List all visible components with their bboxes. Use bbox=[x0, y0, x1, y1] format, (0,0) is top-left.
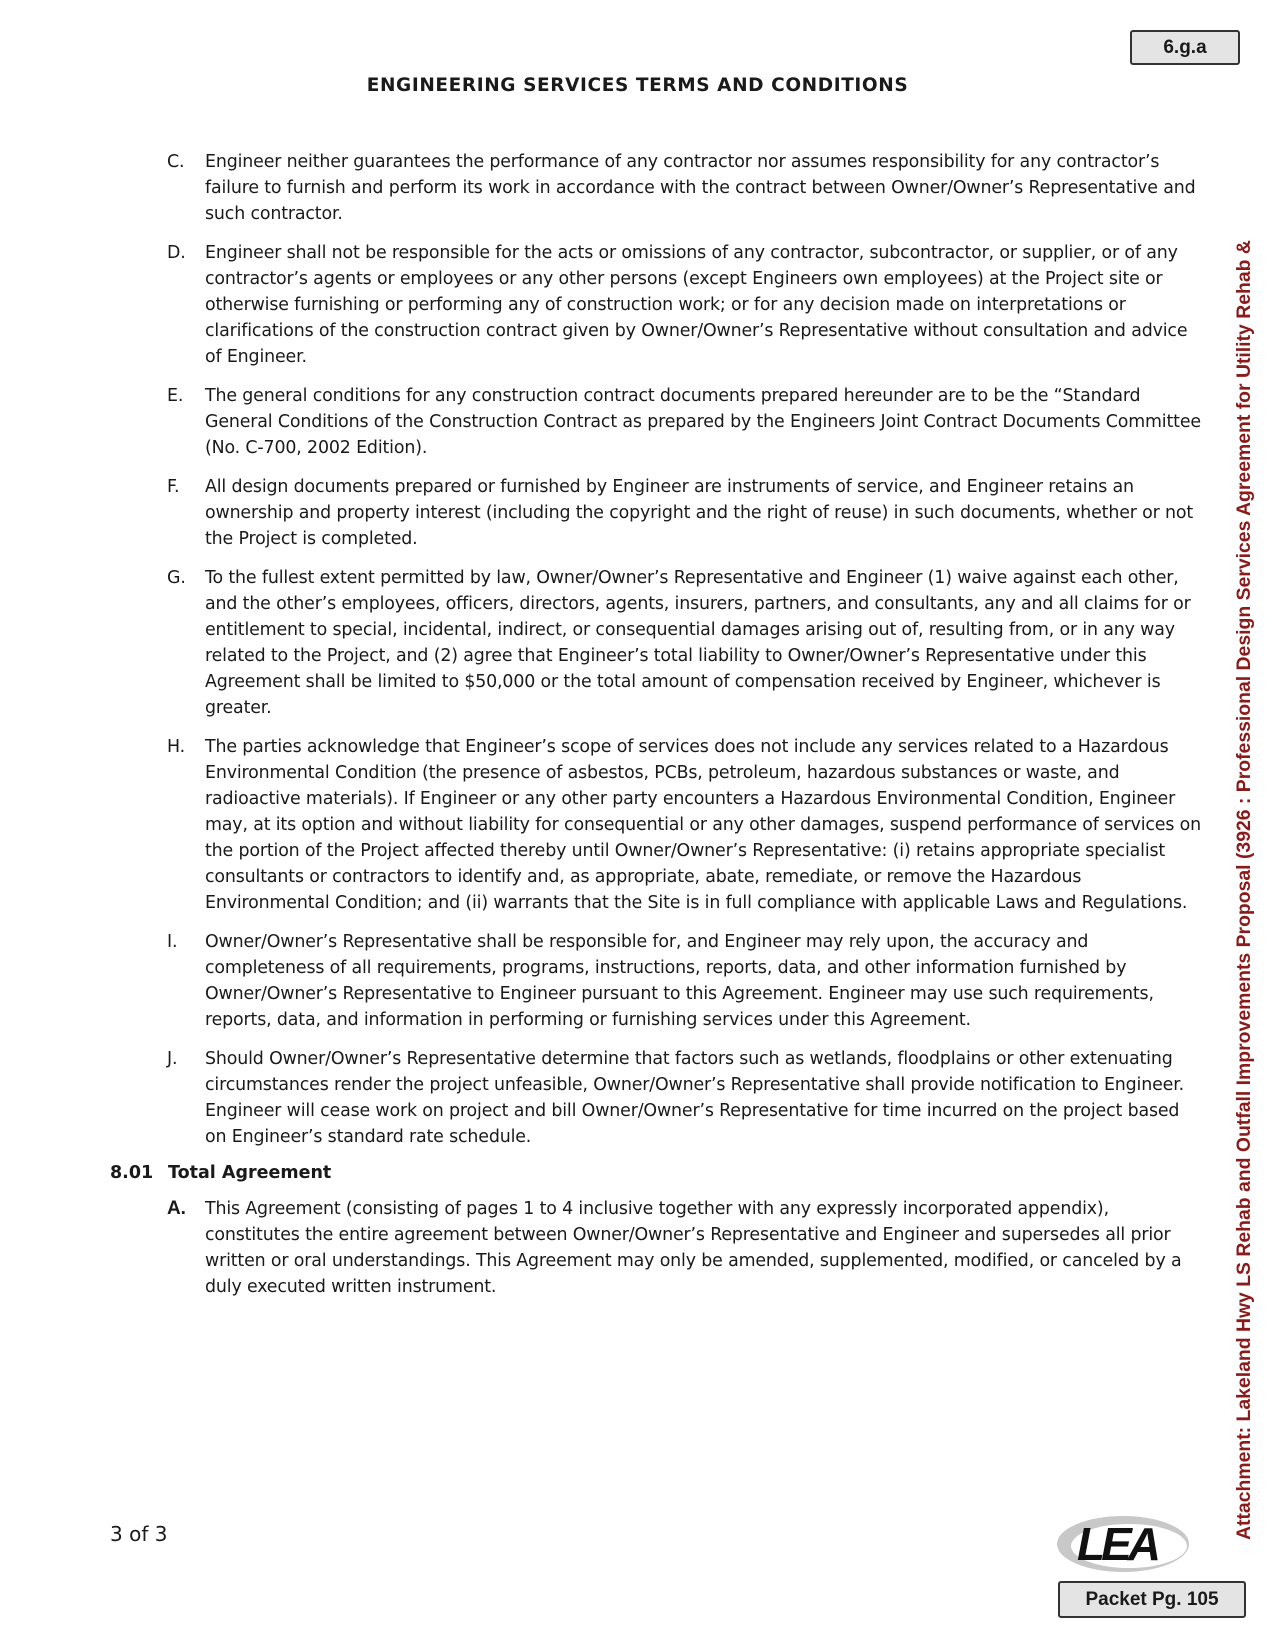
list-item bbox=[110, 149, 1205, 227]
item-text: Should Owner/Owner’s Representative determine that factors such as wetlands, floodplains or other extenuating circumstances render the project unfeasible, Owner/Owner’s Representative shall provide notification to Engineer. Engineer will cease work on project and bill Owner/Owner’s Representative for time incurred on the project based on Engineer’s standard rate schedule. bbox=[205, 1049, 1184, 1147]
attachment-tag: 6.g.a bbox=[1130, 30, 1240, 65]
logo-text: LEA bbox=[1077, 1518, 1157, 1570]
item-letter: G. bbox=[167, 568, 186, 588]
item-text: This Agreement (consisting of pages 1 to 4 inclusive together with any expressly incorporated appendix), constitutes the entire agreement between Owner/Owner’s Representative and Engineer and supersedes all prior written or oral understandings. This Agreement may only be amended, supplemented, modified, or canceled by a duly executed written instrument. bbox=[205, 1199, 1182, 1297]
list-item bbox=[110, 1196, 1205, 1300]
item-text: Engineer neither guarantees the performance of any contractor nor assumes responsibility for any contractor’s failure to furnish and perform its work in accordance with the contract between Owner/Owner’s Representative and such contractor. bbox=[205, 152, 1196, 224]
list-item bbox=[110, 929, 1205, 1033]
section-title: Total Agreement bbox=[168, 1163, 332, 1183]
item-text: All design documents prepared or furnished by Engineer are instruments of service, and Engineer retains an ownership and property interest (including the copyright and the right of reuse) in such documents, whether or not the Project is completed. bbox=[205, 477, 1194, 549]
item-text: Owner/Owner’s Representative shall be responsible for, and Engineer may rely upon, the accuracy and completeness of all requirements, programs, instructions, reports, data, and other information furnished by Owner/Owner’s Representative to Engineer pursuant to this Agreement. Engineer may use such requirements, reports, data, and information in performing or furnishing services under this Agreement. bbox=[205, 932, 1154, 1030]
side-attachment-caption: Attachment: Lakeland Hwy LS Rehab and Outfall Improvements Proposal (3926 : Professional Design Services Agreement for Utility Rehab & bbox=[1233, 240, 1255, 1540]
item-letter: D. bbox=[167, 243, 186, 263]
list-item bbox=[110, 383, 1205, 461]
item-text: To the fullest extent permitted by law, Owner/Owner’s Representative and Engineer (1) waive against each other, and the other’s employees, officers, directors, agents, insurers, partners, and consultants, any and all claims for or entitlement to special, incidental, indirect, or consequential damages arising out of, resulting from, or in any way related to the Project, and (2) agree that Engineer’s total liability to Owner/Owner’s Representative under this Agreement shall be limited to $50,000 or the total amount of compensation received by Engineer, whichever is greater. bbox=[205, 568, 1191, 718]
item-letter: I. bbox=[167, 932, 178, 952]
section-heading bbox=[110, 1160, 1205, 1186]
item-letter: J. bbox=[167, 1049, 178, 1069]
list-item bbox=[110, 734, 1205, 916]
page-number: 3 of 3 bbox=[110, 1522, 168, 1546]
item-letter: F. bbox=[167, 477, 180, 497]
lea-logo bbox=[1055, 1510, 1195, 1588]
item-letter: H. bbox=[167, 737, 185, 757]
item-letter: E. bbox=[167, 386, 184, 406]
list-item bbox=[110, 1046, 1205, 1150]
item-text: Engineer shall not be responsible for the acts or omissions of any contractor, subcontractor, or supplier, or of any contractor’s agents or employees or any other persons (except Engineers own employees) at the Project site or otherwise furnishing or performing any of construction work; or for any decision made on interpretations or clarifications of the construction contract given by Owner/Owner’s Representative without consultation and advice of Engineer. bbox=[205, 243, 1188, 367]
list-item bbox=[110, 565, 1205, 721]
document-body bbox=[110, 149, 1205, 1313]
document-title: ENGINEERING SERVICES TERMS AND CONDITIONS bbox=[366, 75, 909, 96]
item-letter: A. bbox=[167, 1198, 186, 1219]
item-text: The general conditions for any construction contract documents prepared hereunder are to be the “Standard General Conditions of the Construction Contract as prepared by the Engineers Joint Contract Documents Committee (No. C-700, 2002 Edition). bbox=[205, 386, 1201, 458]
item-text: The parties acknowledge that Engineer’s scope of services does not include any services related to a Hazardous Environmental Condition (the presence of asbestos, PCBs, petroleum, hazardous substances or waste, and radioactive materials). If Engineer or any other party encounters a Hazardous Environmental Condition, Engineer may, at its option and without liability for consequential or any other damages, suspend performance of services on the portion of the Project affected thereby until Owner/Owner’s Representative: (i) retains appropriate specialist consultants or contractors to identify and, as appropriate, abate, remediate, or remove the Hazardous Environmental Condition; and (ii) warrants that the Site is in full compliance with applicable Laws and Regulations. bbox=[205, 737, 1202, 913]
section-number: 8.01 bbox=[110, 1163, 154, 1183]
list-item bbox=[110, 474, 1205, 552]
item-letter: C. bbox=[167, 152, 185, 172]
packet-page-label: Packet Pg. 105 bbox=[1058, 1581, 1246, 1618]
list-item bbox=[110, 240, 1205, 370]
